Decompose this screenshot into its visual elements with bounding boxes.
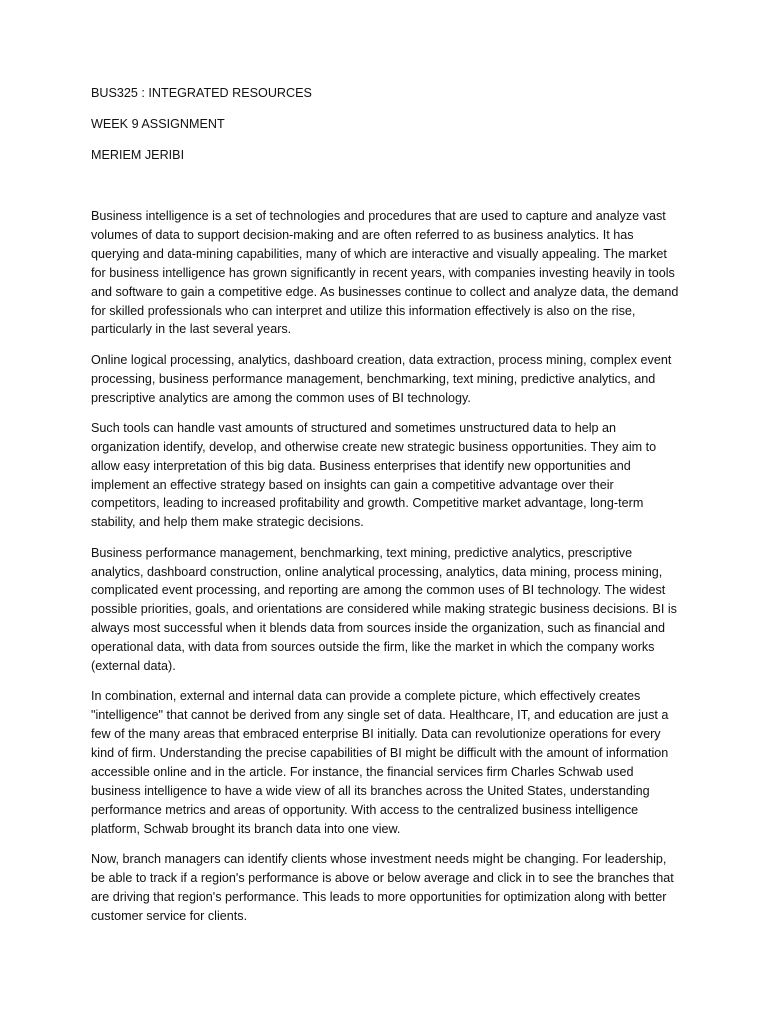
author-name: MERIEM JERIBI — [91, 148, 185, 162]
assignment-title: WEEK 9 ASSIGNMENT — [91, 117, 225, 131]
paragraph-5: In combination, external and internal data can provide a complete picture, which effectively creates "intelligence" that cannot be derived from any single set of data. Healthcare, IT, and education are just a few of the many areas that embraced enterprise BI initially. Data can revolutionize operations for every kind of firm. Understanding the precise capabilities of BI might be difficult with the amount of information accessible online and in the article. For instance, the financial services firm Charles Schwab used business intelligence to have a wide view of all its branches across the United States, understanding performance metrics and areas of opportunity. With access to the centralized business intelligence platform, Schwab brought its branch data into one view. — [91, 689, 669, 836]
document-body — [91, 207, 681, 937]
paragraph-3: Such tools can handle vast amounts of structured and sometimes unstructured data to help an organization identify, develop, and otherwise create new strategic business opportunities. They aim to allow easy interpretation of this big data. Business enterprises that identify new opportunities and implement an effective strategy based on insights can gain a competitive advantage over their competitors, leading to increased profitability and growth. Competitive market advantage, long-term stability, and help them make strategic decisions. — [91, 420, 657, 530]
paragraph-6: Now, branch managers can identify clients whose investment needs might be changing. For leadership, be able to track if a region's performance is above or below average and click in to see the branches that are driving that region's performance. This leads to more opportunities for optimization along with better customer service for clients. — [91, 852, 674, 923]
paragraph-1: Business intelligence is a set of technologies and procedures that are used to capture and analyze vast volumes of data to support decision-making and are often referred to as business analytics. It has querying and data-mining capabilities, many of which are interactive and visually appealing. The market for business intelligence has grown significantly in recent years, with companies investing heavily in tools and software to gain a competitive edge. As businesses continue to collect and analyze data, the demand for skilled professionals who can interpret and utilize this information effectively is also on the rise, particularly in the last several years. — [91, 209, 679, 337]
paragraph-4: Business performance management, benchmarking, text mining, predictive analytics, prescriptive analytics, dashboard construction, online analytical processing, analytics, data mining, process mining, complicated event processing, and reporting are among the common uses of BI technology. The widest possible priorities, goals, and orientations are considered while making strategic business decisions. BI is always most successful when it blends data from sources inside the organization, such as financial and operational data, with data from sources outside the firm, like the market in which the company works (external data). — [91, 545, 677, 674]
paragraph-2: Online logical processing, analytics, dashboard creation, data extraction, process mining, complex event processing, business performance management, benchmarking, text mining, predictive analytics, and prescriptive analytics are among the common uses of BI technology. — [91, 352, 672, 405]
document-header — [91, 84, 691, 177]
course-title: BUS325 : INTEGRATED RESOURCES — [91, 86, 312, 100]
